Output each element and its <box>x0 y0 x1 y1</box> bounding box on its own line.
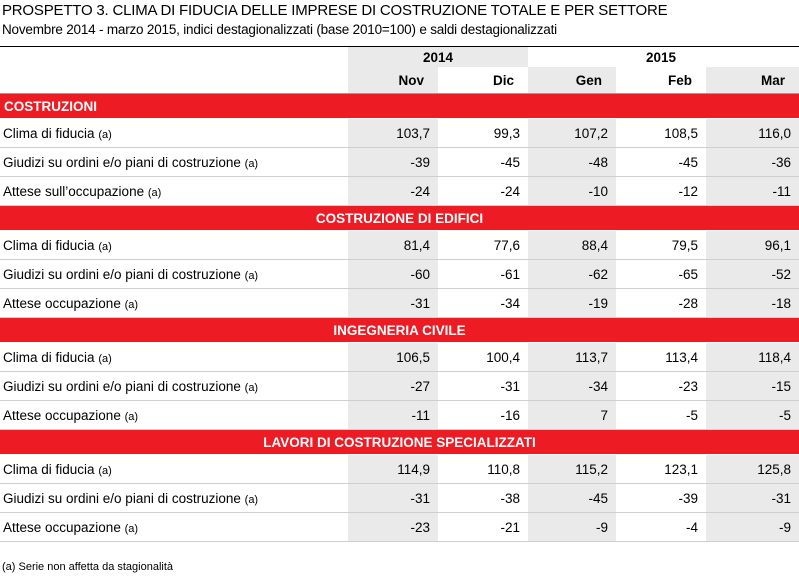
value-cell: 113,7 <box>528 343 616 372</box>
value-cell: -5 <box>616 401 706 430</box>
section-title: COSTRUZIONE DI EDIFICI <box>0 206 799 231</box>
value-cell: 116,0 <box>706 119 799 148</box>
value-cell: 100,4 <box>438 343 528 372</box>
value-cell: -34 <box>528 372 616 401</box>
row-label: Giudizi su ordini e/o piani di costruzione <box>3 154 241 170</box>
month-header-feb: Feb <box>616 67 706 94</box>
value-cell: -27 <box>348 372 438 401</box>
note-marker: (a) <box>98 128 112 141</box>
table-row <box>0 372 799 401</box>
row-label-cell <box>0 289 348 318</box>
note-marker: (a) <box>244 381 259 394</box>
note-marker: (a) <box>124 522 139 535</box>
value-cell: -23 <box>348 513 438 542</box>
value-cell: -9 <box>528 513 616 542</box>
value-cell: 106,5 <box>348 343 438 372</box>
month-header-row <box>0 67 799 94</box>
page-title: PROSPETTO 3. CLIMA DI FIDUCIA DELLE IMPRESE DI COSTRUZIONE TOTALE E PER SETTORE <box>2 2 668 19</box>
note-marker: (a) <box>98 464 112 477</box>
value-cell: -52 <box>706 260 799 289</box>
row-label: Giudizi su ordini e/o piani di costruzione <box>3 266 241 282</box>
month-header-gen: Gen <box>528 67 616 94</box>
value-cell: -65 <box>616 260 706 289</box>
value-cell: -11 <box>706 177 799 206</box>
month-header-dic: Dic <box>438 67 528 94</box>
value-cell: 81,4 <box>348 231 438 260</box>
row-label: Attese occupazione <box>3 407 121 423</box>
value-cell: -23 <box>616 372 706 401</box>
page-subtitle: Novembre 2014 - marzo 2015, indici destagionalizzati (base 2010=100) e saldi destagionalizzati <box>2 22 557 37</box>
value-cell: 88,4 <box>528 231 616 260</box>
table-row <box>0 119 799 148</box>
value-cell: -21 <box>438 513 528 542</box>
row-label-cell <box>0 455 348 484</box>
row-label-cell <box>0 119 348 148</box>
note-marker: (a) <box>124 298 139 311</box>
value-cell: 118,4 <box>706 343 799 372</box>
footnote: (a) Serie non affetta da stagionalità <box>2 561 174 573</box>
value-cell: -31 <box>438 372 528 401</box>
row-label: Clima di fiducia <box>3 237 95 253</box>
month-header-mar: Mar <box>706 67 799 94</box>
table-row <box>0 513 799 542</box>
note-marker: (a) <box>98 240 112 253</box>
value-cell: -45 <box>528 484 616 513</box>
note-marker: (a) <box>98 352 112 365</box>
value-cell: 107,2 <box>528 119 616 148</box>
value-cell: 113,4 <box>616 343 706 372</box>
row-label: Giudizi su ordini e/o piani di costruzione <box>3 378 241 394</box>
value-cell: 123,1 <box>616 455 706 484</box>
row-label: Clima di fiducia <box>3 461 95 477</box>
row-label: Clima di fiducia <box>3 349 95 365</box>
value-cell: 77,6 <box>438 231 528 260</box>
row-label: Attese occupazione <box>3 519 121 535</box>
value-cell: -10 <box>528 177 616 206</box>
value-cell: -48 <box>528 148 616 177</box>
table-row <box>0 343 799 372</box>
table-row <box>0 401 799 430</box>
value-cell: -31 <box>706 484 799 513</box>
value-cell: 114,9 <box>348 455 438 484</box>
value-cell: -9 <box>706 513 799 542</box>
value-cell: -24 <box>348 177 438 206</box>
value-cell: 103,7 <box>348 119 438 148</box>
row-label: Attese occupazione <box>3 295 121 311</box>
value-cell: -16 <box>438 401 528 430</box>
value-cell: -4 <box>616 513 706 542</box>
table-row <box>0 289 799 318</box>
value-cell: -12 <box>616 177 706 206</box>
row-label-cell <box>0 343 348 372</box>
section-header-row <box>0 318 799 343</box>
value-cell: -15 <box>706 372 799 401</box>
section-title: LAVORI DI COSTRUZIONE SPECIALIZZATI <box>0 430 799 455</box>
value-cell: -31 <box>348 484 438 513</box>
value-cell: 99,3 <box>438 119 528 148</box>
value-cell: -45 <box>616 148 706 177</box>
row-label: Giudizi su ordini e/o piani di costruzione <box>3 490 241 506</box>
table-row <box>0 148 799 177</box>
value-cell: -28 <box>616 289 706 318</box>
value-cell: -24 <box>438 177 528 206</box>
year-2015-header: 2015 <box>616 47 799 68</box>
value-cell: -11 <box>348 401 438 430</box>
value-cell: -39 <box>348 148 438 177</box>
note-marker: (a) <box>147 186 162 199</box>
table-row <box>0 484 799 513</box>
value-cell: 110,8 <box>438 455 528 484</box>
value-cell: -60 <box>348 260 438 289</box>
row-label: Attese sull’occupazione <box>3 183 145 199</box>
value-cell: 7 <box>528 401 616 430</box>
table-row <box>0 260 799 289</box>
row-label-cell <box>0 177 348 206</box>
value-cell: -62 <box>528 260 616 289</box>
row-label-cell <box>0 372 348 401</box>
row-label-cell <box>0 148 348 177</box>
row-label-cell <box>0 484 348 513</box>
value-cell: 115,2 <box>528 455 616 484</box>
data-table <box>0 46 799 542</box>
month-header-nov: Nov <box>348 67 438 94</box>
value-cell: -45 <box>438 148 528 177</box>
value-cell: -31 <box>348 289 438 318</box>
year-2014-header: 2014 <box>348 47 528 68</box>
row-label-cell <box>0 513 348 542</box>
value-cell: -34 <box>438 289 528 318</box>
value-cell: -61 <box>438 260 528 289</box>
note-marker: (a) <box>124 410 139 423</box>
value-cell: -19 <box>528 289 616 318</box>
value-cell: 96,1 <box>706 231 799 260</box>
row-label-cell <box>0 260 348 289</box>
value-cell: -38 <box>438 484 528 513</box>
note-marker: (a) <box>244 269 259 282</box>
year-header-row <box>0 47 799 68</box>
section-title: INGEGNERIA CIVILE <box>0 318 799 343</box>
table-row <box>0 231 799 260</box>
row-label-cell <box>0 401 348 430</box>
value-cell: -18 <box>706 289 799 318</box>
value-cell: -39 <box>616 484 706 513</box>
value-cell: 79,5 <box>616 231 706 260</box>
value-cell: -5 <box>706 401 799 430</box>
row-label-cell <box>0 231 348 260</box>
value-cell: 125,8 <box>706 455 799 484</box>
note-marker: (a) <box>244 493 259 506</box>
value-cell: 108,5 <box>616 119 706 148</box>
row-label: Clima di fiducia <box>3 125 95 141</box>
value-cell: -36 <box>706 148 799 177</box>
section-header-row <box>0 206 799 231</box>
table-row <box>0 177 799 206</box>
section-header-row <box>0 430 799 455</box>
note-marker: (a) <box>244 157 259 170</box>
table-row <box>0 455 799 484</box>
section-title: COSTRUZIONI <box>0 94 799 119</box>
section-header-row <box>0 94 799 119</box>
